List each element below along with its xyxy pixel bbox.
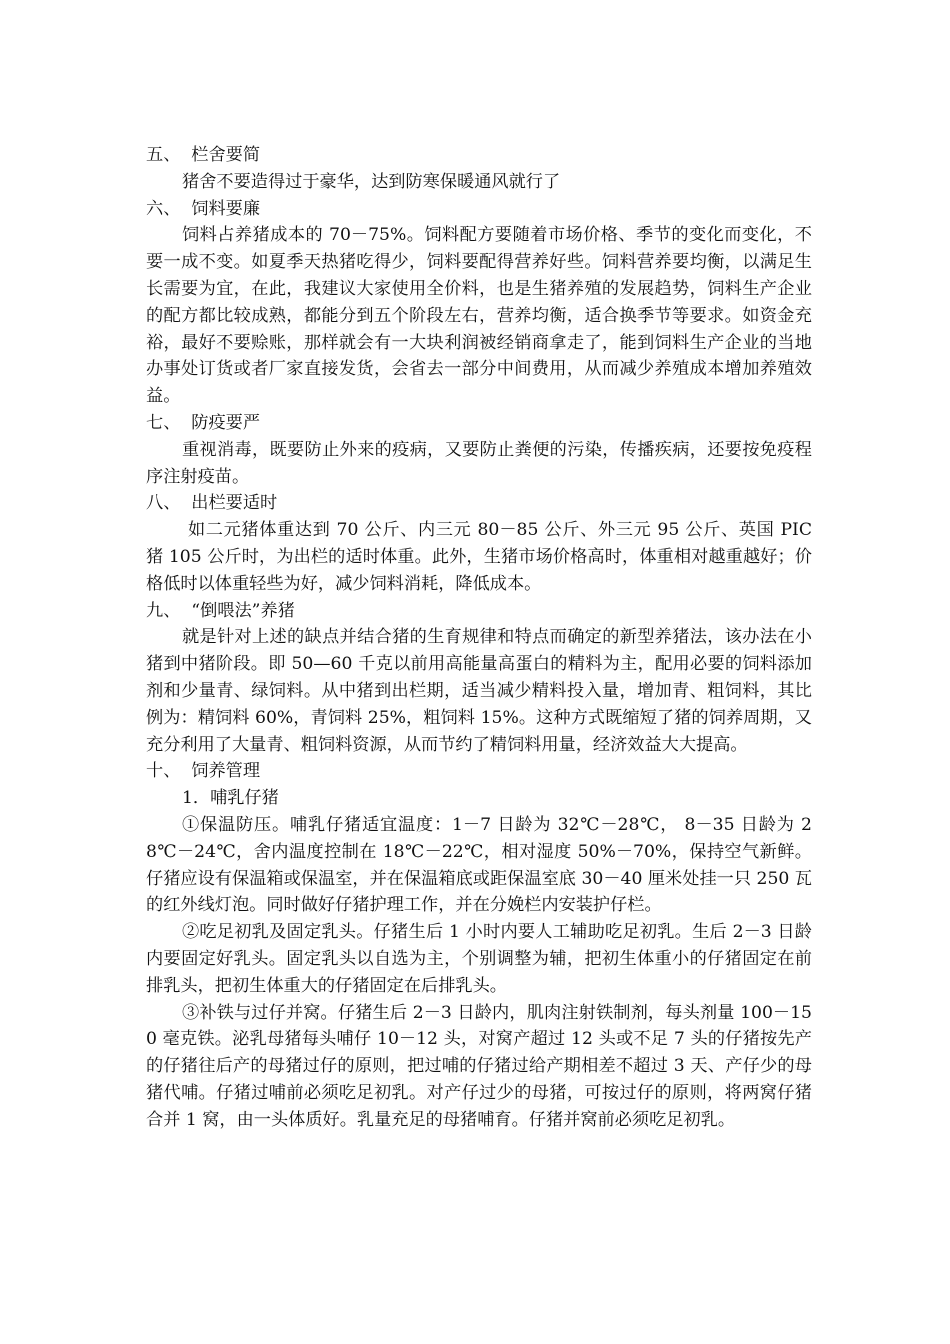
paragraph: 如二元猪体重达到 70 公斤、内三元 80－85 公斤、外三元 95 公斤、英国 PIC 猪 105 公斤时，为出栏的适时体重。此外，生猪市场价格高时，体重相对越重越好；价格低时以体重轻些为好，减少饲料消耗，降低成本。 bbox=[146, 520, 812, 594]
section-7 bbox=[146, 410, 812, 490]
section-9 bbox=[146, 598, 812, 759]
paragraph: ③补铁与过仔并窝。仔猪生后 2－3 日龄内，肌肉注射铁制剂，每头剂量 100－150 毫克铁。泌乳母猪每头哺仔 10－12 头，对窝产超过 12 头或不足 7 头的仔猪按先产的仔猪往后产的母猪过仔的原则，把过哺的仔猪过给产期相差不超过 3 天、产仔少的母猪代哺。仔猪过哺前必须吃足初乳。对产仔过少的母猪，可按过仔的原则，将两窝仔猪合并 1 窝，由一头体质好。乳量充足的母猪哺育。仔猪并窝前必须吃足初乳。 bbox=[146, 1002, 812, 1130]
sub-heading: 1．哺乳仔猪 bbox=[182, 788, 279, 809]
paragraph: 饲料占养猪成本的 70－75%。饲料配方要随着市场价格、季节的变化而变化，不要一成不变。如夏季天热猪吃得少，饲料要配得营养好些。饲料营养要均衡，以满足生长需要为宜，在此，我建议大家使用全价料，也是生猪养殖的发展趋势，饲料生产企业的配方都比较成熟，都能分到五个阶段左右，营养均衡，适合换季节等要求。如资金充裕，最好不要赊账，那样就会有一大块利润被经销商拿走了，能到饲料生产企业的当地办事处订货或者厂家直接发货，会省去一部分中间费用，从而减少养殖成本增加养殖效益。 bbox=[146, 225, 812, 407]
paragraph: ①保温防压。哺乳仔猪适宜温度：1－7 日龄为 32℃－28℃， 8－35 日龄为 28℃－24℃，舍内温度控制在 18℃－22℃，相对湿度 50%－70%，保持空气新鲜。仔猪应设有保温箱或保温室，并在保温箱底或距保温室底 30－40 厘米处挂一只 250 瓦的红外线灯泡。同时做好仔猪护理工作，并在分娩栏内安装护仔栏。 bbox=[146, 814, 812, 916]
section-5 bbox=[146, 142, 812, 196]
section-heading: 五、 栏舍要简 bbox=[146, 145, 261, 165]
section-heading: 十、 饲养管理 bbox=[146, 761, 261, 782]
section-10 bbox=[146, 758, 812, 1133]
section-8 bbox=[146, 490, 812, 597]
paragraph: ②吃足初乳及固定乳头。仔猪生后 1 小时内要人工辅助吃足初乳。生后 2－3 日龄内要固定好乳头。固定乳头以自选为主，个别调整为辅，把初生体重小的仔猪固定在前排乳头，把初生体重大的仔猪固定在后排乳头。 bbox=[146, 922, 812, 996]
paragraph: 就是针对上述的缺点并结合猪的生育规律和特点而确定的新型养猪法，该办法在小猪到中猪阶段。即 50—60 千克以前用高能量高蛋白的精料为主，配用必要的饲料添加剂和少量青、绿饲料。从中猪到出栏期，适当减少精料投入量，增加青、粗饲料，其比例为：精饲料 60%，青饲料 25%，粗饲料 15%。这种方式既缩短了猪的饲养周期，又充分利用了大量青、粗饲料资源，从而节约了精饲料用量，经济效益大大提高。 bbox=[146, 627, 812, 755]
paragraph: 猪舍不要造得过于豪华，达到防寒保暖通风就行了 bbox=[182, 171, 561, 192]
document-body bbox=[146, 142, 812, 1133]
section-6 bbox=[146, 196, 812, 410]
section-heading: 八、 出栏要适时 bbox=[146, 493, 278, 514]
section-heading: 六、 饲料要廉 bbox=[146, 198, 261, 219]
paragraph: 重视消毒，既要防止外来的疫病，又要防止粪便的污染，传播疾病，还要按免疫程序注射疫苗。 bbox=[146, 439, 812, 487]
section-heading: 九、 “倒喂法”养猪 bbox=[146, 600, 295, 621]
section-heading: 七、 防疫要严 bbox=[146, 412, 261, 433]
